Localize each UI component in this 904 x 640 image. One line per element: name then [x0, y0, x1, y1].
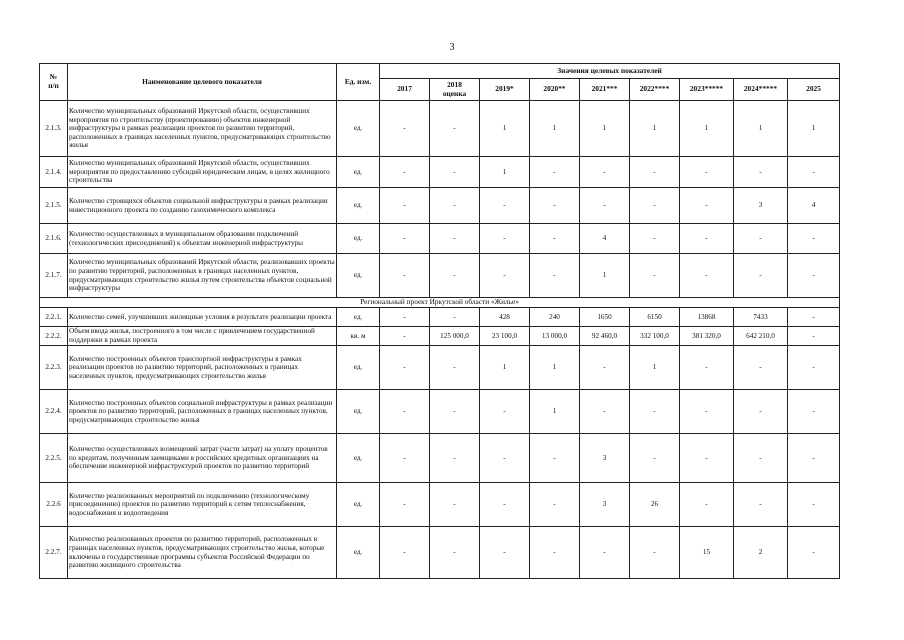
value-cell: - [734, 483, 788, 527]
value-cell: 1 [480, 157, 530, 188]
value-cell: - [430, 434, 480, 483]
value-cell: - [430, 390, 480, 434]
value-cell: - [380, 224, 430, 254]
value-cell: - [480, 188, 530, 224]
value-cell: 1 [630, 346, 680, 390]
value-cell: - [430, 224, 480, 254]
unit-cell: ед. [337, 254, 380, 298]
table-row [40, 527, 840, 579]
header-year: 2024***** [734, 79, 788, 101]
unit-cell: ед. [337, 188, 380, 224]
table-row [40, 157, 840, 188]
header-year: 2019* [480, 79, 530, 101]
value-cell: - [630, 224, 680, 254]
value-cell: 642 210,0 [734, 327, 788, 346]
row-number: 2.2.7. [40, 527, 68, 579]
value-cell: 7433 [734, 308, 788, 327]
value-cell: - [530, 188, 580, 224]
value-cell: - [380, 254, 430, 298]
row-number: 2.1.3. [40, 101, 68, 157]
indicator-name: Количество осуществленных возмещений затрат (части затрат) на уплату процентов по кредитам, полученным заемщиками в российских кредитных организациях на обеспечение инженерной инфраструктурой проектов по развитию территорий [68, 434, 337, 483]
value-cell: - [734, 346, 788, 390]
unit-cell: кв. м [337, 327, 380, 346]
value-cell: - [430, 157, 480, 188]
row-number: 2.2.1. [40, 308, 68, 327]
value-cell: - [380, 390, 430, 434]
value-cell: 3 [580, 434, 630, 483]
value-cell: 4 [580, 224, 630, 254]
value-cell: - [734, 224, 788, 254]
value-cell: - [480, 390, 530, 434]
value-cell: 125 000,0 [430, 327, 480, 346]
value-cell: 13868 [680, 308, 734, 327]
value-cell: - [788, 527, 840, 579]
value-cell: 1 [480, 101, 530, 157]
value-cell: 1 [630, 101, 680, 157]
target-indicators-table [39, 63, 840, 579]
value-cell: - [530, 434, 580, 483]
row-number: 2.2.3. [40, 346, 68, 390]
indicator-name: Количество построенных объектов транспортной инфраструктуры в рамках реализации проектов по развитию территорий, расположенных в границах населенных пунктов, предусматривающих строительство жилья [68, 346, 337, 390]
value-cell: 332 100,0 [630, 327, 680, 346]
value-cell: - [734, 434, 788, 483]
value-cell: - [530, 483, 580, 527]
table-row [40, 308, 840, 327]
unit-cell: ед. [337, 308, 380, 327]
value-cell: - [380, 527, 430, 579]
value-cell: 1 [788, 101, 840, 157]
value-cell: 4 [788, 188, 840, 224]
value-cell: 240 [530, 308, 580, 327]
value-cell: - [680, 188, 734, 224]
value-cell: - [788, 327, 840, 346]
value-cell: 428 [480, 308, 530, 327]
value-cell: - [580, 157, 630, 188]
value-cell: - [480, 527, 530, 579]
value-cell: 381 320,0 [680, 327, 734, 346]
value-cell: - [630, 254, 680, 298]
indicator-name: Количество осуществленных в муниципальном образовании подключений (технологических присоединений) к объектам инженерной инфраструктуры [68, 224, 337, 254]
table-row [40, 346, 840, 390]
value-cell: - [734, 390, 788, 434]
value-cell: - [630, 390, 680, 434]
value-cell: - [680, 434, 734, 483]
value-cell: - [788, 157, 840, 188]
value-cell: - [380, 308, 430, 327]
value-cell: - [380, 188, 430, 224]
row-number: 2.1.5. [40, 188, 68, 224]
table-header [40, 64, 840, 101]
page-number: 3 [449, 42, 455, 53]
value-cell: - [788, 224, 840, 254]
unit-cell: ед. [337, 434, 380, 483]
header-values-group: Значения целевых показателей [380, 64, 840, 79]
value-cell: - [580, 346, 630, 390]
header-name: Наименование целевого показателя [68, 64, 337, 101]
indicator-name: Количество муниципальных образований Иркутской области, реализовавших проекты по развитию территорий, расположенных в границах населенных пунктов, предусматривающих строительство жилья путем строительства объектов социальной инфраструктуры [68, 254, 337, 298]
table-row [40, 101, 840, 157]
value-cell: - [680, 224, 734, 254]
indicator-name: Количество реализованных мероприятий по подключению (технологическому присоединению) проектов по развитию территорий к сетям теплоснабжения, водоснабжения и водоотведения [68, 483, 337, 527]
value-cell: - [630, 527, 680, 579]
value-cell: 15 [680, 527, 734, 579]
row-number: 2.1.6. [40, 224, 68, 254]
value-cell: - [430, 308, 480, 327]
value-cell: - [530, 157, 580, 188]
value-cell: - [480, 483, 530, 527]
value-cell: - [530, 527, 580, 579]
table-row [40, 254, 840, 298]
unit-cell: ед. [337, 224, 380, 254]
value-cell: - [788, 308, 840, 327]
value-cell: - [788, 434, 840, 483]
unit-cell: ед. [337, 101, 380, 157]
header-unit: Ед. изм. [337, 64, 380, 101]
value-cell: 1 [530, 346, 580, 390]
header-year: 2023***** [680, 79, 734, 101]
unit-cell: ед. [337, 346, 380, 390]
value-cell: - [430, 101, 480, 157]
row-number: 2.2.6 [40, 483, 68, 527]
value-cell: 1 [580, 101, 630, 157]
table-row [40, 390, 840, 434]
value-cell: - [430, 346, 480, 390]
value-cell: - [530, 254, 580, 298]
value-cell: 1 [530, 390, 580, 434]
table-row [40, 483, 840, 527]
table-row [40, 188, 840, 224]
value-cell: - [580, 527, 630, 579]
row-number: 2.2.2. [40, 327, 68, 346]
value-cell: - [680, 254, 734, 298]
indicator-name: Количество построенных объектов социальной инфраструктуры в рамках реализации проектов по развитию территорий, расположенных в границах населенных пунктов, предусматривающих строительство жилья [68, 390, 337, 434]
value-cell: - [430, 188, 480, 224]
value-cell: - [380, 101, 430, 157]
value-cell: - [788, 254, 840, 298]
value-cell: - [480, 224, 530, 254]
value-cell: - [680, 346, 734, 390]
table-row [40, 224, 840, 254]
value-cell: - [788, 483, 840, 527]
value-cell: - [788, 390, 840, 434]
value-cell: - [430, 527, 480, 579]
value-cell: 2 [734, 527, 788, 579]
indicator-name: Объем ввода жилья, построенного в том числе с привлечением государственной поддержки в рамках проекта [68, 327, 337, 346]
value-cell: - [734, 157, 788, 188]
value-cell: 1 [530, 101, 580, 157]
value-cell: - [580, 188, 630, 224]
header-year: 2021*** [580, 79, 630, 101]
value-cell: 1 [680, 101, 734, 157]
unit-cell: ед. [337, 157, 380, 188]
table-body [40, 101, 840, 579]
value-cell: - [630, 434, 680, 483]
value-cell: - [788, 346, 840, 390]
header-year: 2017 [380, 79, 430, 101]
value-cell: 1 [580, 254, 630, 298]
unit-cell: ед. [337, 390, 380, 434]
value-cell: - [734, 254, 788, 298]
value-cell: 1 [480, 346, 530, 390]
section-title: Региональный проект Иркутской области «Жилье» [40, 298, 840, 308]
value-cell: 1 [734, 101, 788, 157]
unit-cell: ед. [337, 527, 380, 579]
value-cell: - [680, 157, 734, 188]
header-year: 2018 оценка [430, 79, 480, 101]
value-cell: - [630, 157, 680, 188]
value-cell: 3 [734, 188, 788, 224]
value-cell: - [380, 157, 430, 188]
header-year: 2020** [530, 79, 580, 101]
value-cell: - [480, 254, 530, 298]
value-cell: - [530, 224, 580, 254]
indicator-name: Количество реализованных проектов по развитию территорий, расположенных в границах населенных пунктов, предусматривающих строительство жилья, которые включены в государственные программы субъектов Российской Федерации по развитию жилищного строительства [68, 527, 337, 579]
unit-cell: ед. [337, 483, 380, 527]
value-cell: - [680, 390, 734, 434]
value-cell: 1650 [580, 308, 630, 327]
header-year: 2022**** [630, 79, 680, 101]
value-cell: 26 [630, 483, 680, 527]
value-cell: - [480, 434, 530, 483]
row-number: 2.1.4. [40, 157, 68, 188]
row-number: 2.1.7. [40, 254, 68, 298]
indicator-name: Количество муниципальных образований Иркутской области, осуществивших мероприятия по предоставлению субсидий юридическим лицам, в целях жилищного строительства [68, 157, 337, 188]
row-number: 2.2.5. [40, 434, 68, 483]
header-num: № п/п [40, 64, 68, 101]
value-cell: 3 [580, 483, 630, 527]
row-number: 2.2.4. [40, 390, 68, 434]
value-cell: 92 460,0 [580, 327, 630, 346]
section-row [40, 298, 840, 308]
value-cell: - [630, 188, 680, 224]
value-cell: - [580, 390, 630, 434]
indicator-name: Количество семей, улучшивших жилищные условия в результате реализации проекта [68, 308, 337, 327]
value-cell: - [380, 346, 430, 390]
value-cell: - [430, 483, 480, 527]
value-cell: 6150 [630, 308, 680, 327]
value-cell: - [380, 434, 430, 483]
value-cell: - [680, 483, 734, 527]
value-cell: - [380, 327, 430, 346]
value-cell: 23 100,0 [480, 327, 530, 346]
table-row [40, 327, 840, 346]
indicator-name: Количество строящихся объектов социальной инфраструктуры в рамках реализации инвестиционного проекта по созданию газохимического комплекса [68, 188, 337, 224]
value-cell: - [430, 254, 480, 298]
table-row [40, 434, 840, 483]
indicator-name: Количество муниципальных образований Иркутской области, осуществивших мероприятия по строительству (проектированию) объектов инженерной инфраструктуры в рамках реализации проектов по развитию территорий, расположенных в границах населенных пунктов, предусматривающих строительство жилья [68, 101, 337, 157]
header-year: 2025 [788, 79, 840, 101]
value-cell: - [380, 483, 430, 527]
value-cell: 13 000,0 [530, 327, 580, 346]
